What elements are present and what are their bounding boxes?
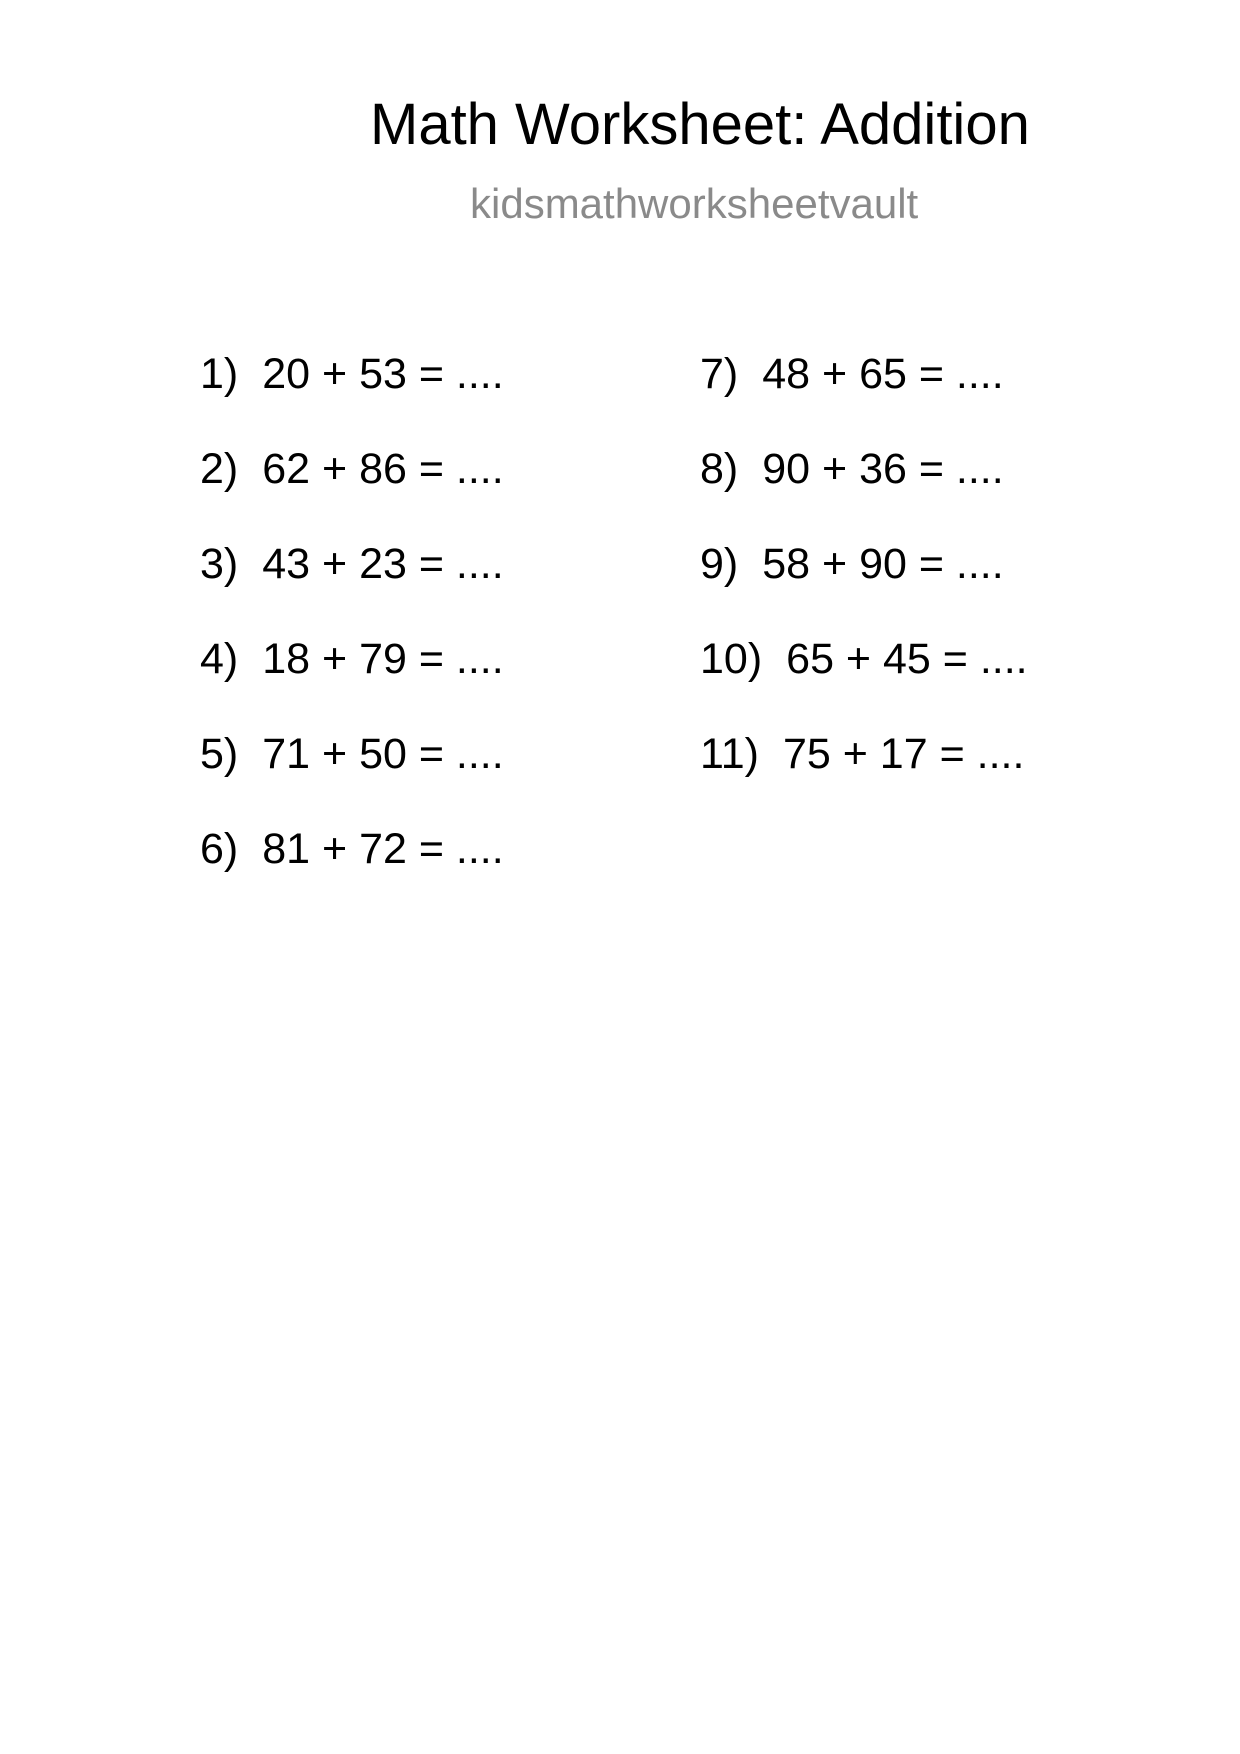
problem-number: 4) <box>200 635 239 683</box>
problem-expression: 75 + 17 = .... <box>782 730 1025 778</box>
problem-expression: 62 + 86 = .... <box>262 445 504 493</box>
problem-number: 9) <box>700 540 739 588</box>
problem-expression: 81 + 72 = .... <box>262 825 504 873</box>
problem-4 <box>200 635 504 683</box>
problem-8 <box>700 445 1004 493</box>
problem-expression: 71 + 50 = .... <box>262 730 504 778</box>
problem-expression: 65 + 45 = .... <box>786 635 1028 683</box>
problem-number: 6) <box>200 825 239 873</box>
problem-expression: 43 + 23 = .... <box>262 540 504 588</box>
problem-number: 3) <box>200 540 239 588</box>
page-title: Math Worksheet: Addition <box>370 92 1030 157</box>
problem-expression: 90 + 36 = .... <box>762 445 1004 493</box>
problem-11 <box>700 730 1025 778</box>
problem-number: 1) <box>200 350 239 398</box>
problem-9 <box>700 540 1004 588</box>
problem-3 <box>200 540 504 588</box>
problem-number: 11) <box>700 730 759 778</box>
problem-number: 5) <box>200 730 239 778</box>
problem-expression: 18 + 79 = .... <box>262 635 504 683</box>
problem-10 <box>700 635 1028 683</box>
problem-expression: 48 + 65 = .... <box>762 350 1004 398</box>
problem-expression: 58 + 90 = .... <box>762 540 1004 588</box>
problem-6 <box>200 825 504 873</box>
problem-5 <box>200 730 504 778</box>
problem-number: 10) <box>700 635 763 683</box>
page-subtitle: kidsmathworksheetvault <box>470 180 919 227</box>
problem-number: 7) <box>700 350 739 398</box>
problem-7 <box>700 350 1004 398</box>
problem-expression: 20 + 53 = .... <box>262 350 504 398</box>
problem-number: 8) <box>700 445 739 493</box>
problem-2 <box>200 445 504 493</box>
problem-number: 2) <box>200 445 239 493</box>
problem-1 <box>200 350 504 398</box>
